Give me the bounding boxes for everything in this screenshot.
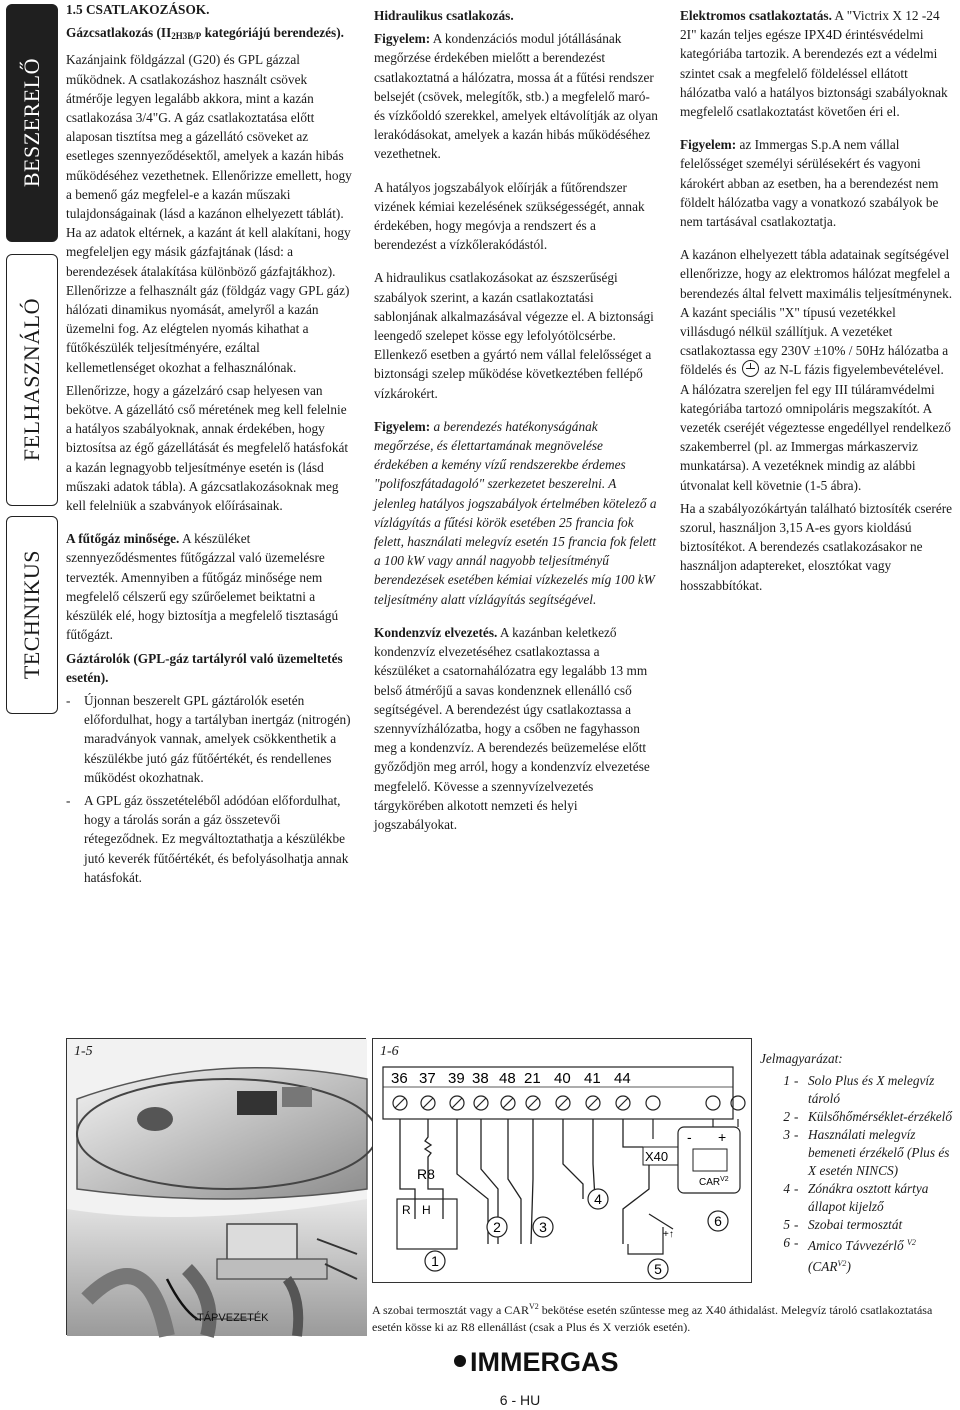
legend-item: 4 - Zónákra osztott kártya állapot kijelző xyxy=(783,1181,929,1214)
legend-title: Jelmagyarázat: xyxy=(760,1051,843,1066)
gas-quality-paragraph: A fűtőgáz minősége. A készüléket szennyeződésmentes fűtőgázzal való üzemelésre tervezték. Amennyiben a fűtőgáz minősége nem megfelelő célszerű egy szűrőelemet beiktatni a készülék elé, hogy biztosítja a megfelelő tisztaságú fűtőgázt. xyxy=(66,531,339,643)
svg-text:IMMERGAS: IMMERGAS xyxy=(470,1347,619,1377)
legend-item: 5 - Szobai termosztát xyxy=(783,1217,903,1232)
terminal-screw xyxy=(646,1096,660,1110)
column-2 xyxy=(374,6,658,838)
electrical-paragraph-4: Ha a szabályozókártyán található biztosíték cserére szorul, használjon 3,15 A-es gyors kioldású biztosítékot. A berendezés csatlakozásakor ne használjon adaptereket, elosztókat vagy hosszabbítókat. xyxy=(680,500,953,593)
boiler-photo-illustration xyxy=(67,1039,367,1336)
hydraulic-paragraph-1: Figyelem: A kondenzációs modul jótállásának megőrzése érdekében mielőtt a berendezést csatlakoztatná a hálózatra, mossa át a fűtési rendszer belsejét (csövek, melegítők, stb.) a megfelelő maró- és vízkőoldó szerekkel, amelyek eltávolítják az olyan lerakódásokat, amelyek a kazán hibás működéséhez vezethetnek. xyxy=(374,31,658,162)
tab-installer: BESZERELŐ xyxy=(6,4,58,242)
legend-item: 6 - Amico Távvezérlő $^{V2}$ $(CAR^{V2})$ xyxy=(783,1235,916,1274)
electrical-paragraph-1: Elektromos csatlakoztatás. A "Victrix X 12 -24 2I" kazán teljes egésze IPX4D érintésvédelmi kategóriába tartozik. A berendezés ezt a védelmi szintet csak a megfelelő földeléssel ellátott hálózatba való a hatályos biztonsági szabályoknak megfelelő csatlakoztatást követően éri el. xyxy=(680,8,948,120)
terminal-label: 21 xyxy=(524,1070,541,1087)
terminal-label: 37 xyxy=(419,1070,436,1087)
electrical-paragraph-2: Figyelem: az Immergas S.p.A nem vállal felelősséget személyi sérülésekért és vagyoni károkért abban az esetben, ha a berendezést nem földelt hálózatba vagy a vonatkozó szabályok be nem tartásával csatlakoztatja. xyxy=(680,137,939,230)
minus-label: - xyxy=(687,1129,692,1145)
callout-number: 4 xyxy=(594,1191,602,1207)
hydraulic-paragraph-4: Figyelem: a berendezés hatékonyságának megőrzése, és élettartamának megnövelése érdekében a kemény vízű rendszerekbe érdemes "polifoszfátadagoló" szerkezetet beszerelni. A jelenleg hatályos jogszabályok értelmében kötelező a vízlágyítás a fűtési körök esetében 25 francia fok felett, használati melegvíz esetén 15 francia fok felett a 100 kW vagy annál nagyobb teljesítményű berendezések esetében kémiai vízkezelés míg 100 kW teljesítmény alatt vízlágyítás segítségével. xyxy=(374,418,657,607)
figure-1-6 xyxy=(372,1038,752,1283)
figure-label: 1-5 xyxy=(74,1044,93,1059)
tab-user: FELHASZNÁLÓ xyxy=(6,254,58,506)
hydraulic-paragraph-2: A hatályos jogszabályok előírják a fűtőrendszer vizének kémiai kezelésének szükségességét, annak érdekében, hogy megóvja a rendszert és a berendezést a vízkőlerakódástól. xyxy=(374,179,645,253)
gas-tanks-list xyxy=(66,691,352,887)
column-1 xyxy=(66,0,352,891)
electrical-paragraph-3: A kazánon elhelyezett tábla adatainak segítségével ellenőrizze, hogy az elektromos hálózat megfelel a berendezés által felvett maximális teljesítménynek. A kazánt speciális "X" típusú vezetékkel villásdugó nélkül szállítjuk. A vezetéket csatlakoztassa egy 230V ±10% / 50Hz hálózatba a földelés és az N-L fázis figyelembevételével. A hálózatra szereljen fel egy III túláramvédelmi kategóriába tartozó omnipoláris megszakítót. A vezeték cseréjét végeztesse engedéllyel rendelkező szakemberrel (pl. az Immergas márkaszerviz munkatársa). A vezetéknek mindig az alábbi útvonalat kell követnie (1-5 ábra). xyxy=(680,247,953,493)
terminal-label: 38 xyxy=(472,1070,489,1087)
terminal-label: 40 xyxy=(554,1070,571,1087)
callout-number: 6 xyxy=(714,1213,722,1229)
immergas-logo xyxy=(452,1344,619,1378)
gas-title: Gázcsatlakozás ($II_{2H3B/P}$ kategóriájú berendezés). xyxy=(66,25,344,42)
list-item: - A GPL gáz összetételéből adódóan előfordulhat, hogy a tárolás során a gáz összetevői rétegeződnek. Ez megváltoztathatja a készülékbe jutó keverék fűtőértékét, és befolyásolhatja annak hatásfokát. xyxy=(66,792,349,885)
callout-number: 3 xyxy=(539,1219,547,1235)
svg-text:+↑: +↑ xyxy=(663,1229,674,1240)
car-label: $CAR^{V2}$ xyxy=(699,1176,729,1188)
terminal-label: 41 xyxy=(584,1070,601,1087)
legend-item: 1 - Solo Plus és X melegvíz tároló xyxy=(783,1073,935,1106)
legend xyxy=(760,1050,956,1276)
r-label: R xyxy=(402,1203,411,1217)
figure-caption: A szobai termosztát vagy a $CAR^{V2}$ bekötése esetén szűntesse meg az X40 áthidalást. Melegvíz tároló csatlakoztatása esetén kösse ki az R8 ellenállást (csak a Plus és X verziók esetén). xyxy=(372,1302,933,1334)
callout-number: 1 xyxy=(431,1253,439,1269)
column-3 xyxy=(680,6,954,599)
figure-1-5 xyxy=(66,1038,366,1335)
gas-paragraph-1: Kazánjaink földgázzal (G20) és GPL gázzal működnek. A csatlakozáshoz használt csövek átmérője legyen legalább akkora, mint a kazán csatlakozása 3/4"G. A gáz csatlakoztatása előtt alaposan tisztítsa meg a gázellátó csöveket az esetleges szennyeződésektől, amelyek a kazán hibás működéséhez vezethetnek. Ellenőrizze emellett, hogy a bemenő gáz megfelel-e a kazán műszaki tulajdonságainak (lásd a kazánon elhelyezett táblát). Ha az adatok eltérnek, a kazánt át kell alakítani, hogy megfeleljen egy másik gázfajtának (lásd: a berendezések átalakítása különböző gázfajtákhoz). Ellenőrizze a felhasznált gáz (földgáz vagy GPL gáz) hálózati dinamikus nyomását, amelyről a kazán üzemelni fog. Az elégtelen nyomás kihathat a fűtőkészülék teljesítményére, ezáltal kellemetlenséget okozhat a felhasználónak. xyxy=(66,52,352,375)
callout-number: 5 xyxy=(654,1261,662,1277)
hydraulic-paragraph-3: A hidraulikus csatlakozásokat az észszerűségi szabályok szerint, a kazán csatlakoztatási sablonjának alkalmazásával végezze el. A biztonsági leengedő szelepet kösse egy lefolyótölcsérbe. Ellenkező esetben a gyártó nem vállal felelősséget a biztonsági szelep működése következtében fellépő vízkárokért. xyxy=(374,270,654,401)
x40-label: X40 xyxy=(645,1149,669,1164)
terminal-label: 48 xyxy=(499,1070,516,1087)
power-cable-label: TÁPVEZETÉK xyxy=(197,1312,269,1324)
plus-label: + xyxy=(718,1129,727,1145)
terminal-label: 36 xyxy=(391,1070,408,1087)
terminal-label: 39 xyxy=(448,1070,465,1087)
figure-label: 1-6 xyxy=(380,1044,399,1059)
callout-number: 2 xyxy=(493,1219,501,1235)
gas-tanks-title: Gáztárolók (GPL-gáz tartályról való üzemeltetés esetén). xyxy=(66,650,343,685)
legend-item: 2 - Külsőhőmérséklet-érzékelő xyxy=(783,1109,953,1124)
ground-icon xyxy=(742,360,759,377)
h-label: H xyxy=(422,1203,431,1217)
gas-paragraph-2: Ellenőrizze, hogy a gázelzáró csap helyesen van bekötve. A gázellátó cső méretének meg kell felelnie a hatályos szabályoknak, annak érdekében, hogy biztosítsa az égő gázellátását és megfelelő hatásfokát a kazán legnagyobb teljesítménye esetén is (lásd műszaki adatok tábla). A gázcsatlakozásoknak meg kell felelniük a szabványok előírásainak. xyxy=(66,382,349,514)
page-number: 6 - HU xyxy=(499,1392,541,1408)
section-title: 1.5 CSATLAKOZÁSOK. xyxy=(66,2,210,17)
tab-technician: TECHNIKUS xyxy=(6,516,58,714)
wiring-diagram xyxy=(373,1039,753,1284)
terminal-label: 44 xyxy=(614,1070,631,1087)
r8-label: R8 xyxy=(417,1166,435,1182)
list-item: - Újonnan beszerelt GPL gáztárolók esetén előfordulhat, hogy a tartályban inertgáz (nitrogén) maradványok vannak, amelyek csökkenthetik a készülékbe jutó gáz fűtőértékét, és rendellenes működést okozhatnak. xyxy=(66,692,351,785)
terminal-screw xyxy=(706,1096,720,1110)
legend-item: 3 - Használati melegvíz bemeneti érzékelő (Plus és X esetén NINCS) xyxy=(783,1127,950,1178)
condensate-paragraph: Kondenzvíz elvezetés. A kazánban keletkező kondenzvíz elvezetéséhez csatlakoztassa a készüléket a csatornahálózatra egy legalább 13 mm belső átmérőjű a savas kondenznek ellenálló cső segítségével. A berendezést úgy csatlakoztassa a szennyvízhálózatba, hogy a csőben ne fagyhasson meg a kondenzvíz. A berendezés beüzemelése előtt győződjön meg arról, hogy a kondenzvíz elvezetése megfelelő. Kövesse a szennyvízelvezetés tárgykörében alkotott nemzeti és helyi jogszabályokat. xyxy=(374,624,650,832)
immergas-logo-mark xyxy=(452,1344,619,1378)
hydraulic-title: Hidraulikus csatlakozás. xyxy=(374,8,514,23)
